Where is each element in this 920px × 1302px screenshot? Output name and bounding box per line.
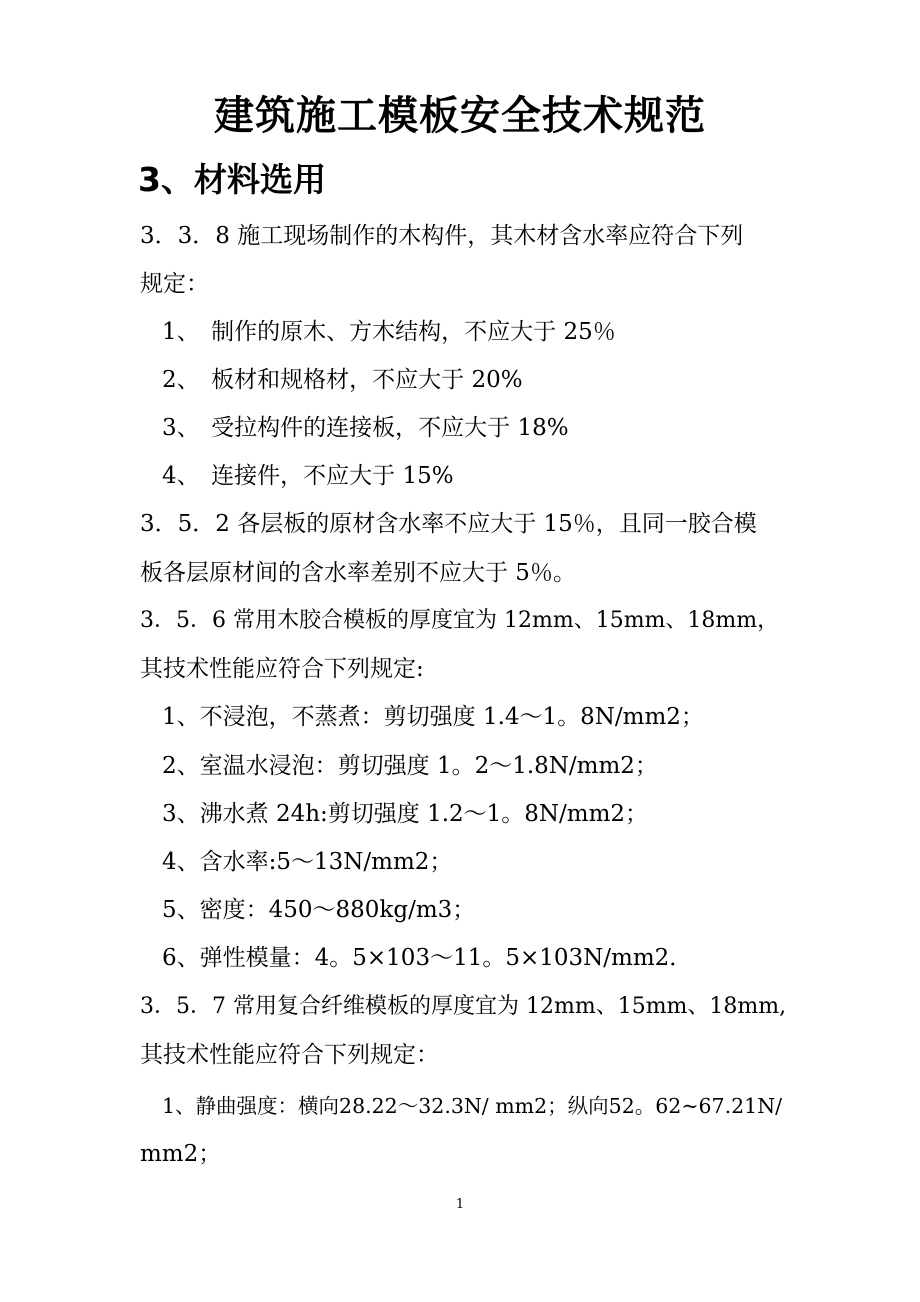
- paragraph-line: 板各层原材间的含水率差别不应大于 5％。: [140, 560, 576, 586]
- paragraph-line: 其技术性能应符合下列规定：: [140, 1042, 439, 1068]
- list-item: 2、 板材和规格材，不应大于 20%: [162, 367, 523, 393]
- section-heading: 3、材料选用: [138, 160, 326, 199]
- list-item: 5、密度：450～880kg/m3；: [162, 897, 476, 923]
- list-item: 4、 连接件，不应大于 15%: [162, 463, 454, 489]
- document-title: 建筑施工模板安全技术规范: [214, 93, 706, 139]
- paragraph-line: 3．3．8 施工现场制作的木构件，其木材含水率应符合下列: [140, 223, 744, 249]
- list-item: 1、 制作的原木、方木结构，不应大于 25％: [162, 319, 616, 345]
- paragraph-line: 其技术性能应符合下列规定:: [140, 656, 424, 682]
- paragraph-line: 3．5．2 各层板的原材含水率不应大于 15％，且同一胶合模: [140, 511, 757, 537]
- list-item: 2、室温水浸泡：剪切强度 1。2～1.8N/mm2；: [162, 753, 658, 779]
- paragraph-line: mm2；: [140, 1141, 222, 1167]
- list-item: 1、静曲强度：横向28.22～32.3N/ mm2；纵向52。62~67.21N/: [162, 1094, 783, 1118]
- paragraph-line: 规定：: [140, 271, 209, 297]
- list-item: 3、沸水煮 24h:剪切强度 1.2～1。8N/mm2；: [162, 801, 649, 827]
- list-item: 6、弹性模量：4。5×103～11。5×103N/mm2．: [162, 945, 693, 971]
- paragraph-line: 3．5．6 常用木胶合模板的厚度宜为 12mm、15mm、18mm，: [140, 608, 780, 633]
- list-item: 3、 受拉构件的连接板，不应大于 18%: [162, 415, 569, 441]
- paragraph-line: 3．5．7 常用复合纤维模板的厚度宜为 12mm、15mm、18mm,: [140, 994, 787, 1019]
- list-item: 1、不浸泡，不蒸煮：剪切强度 1.4～1。8N/mm2；: [162, 704, 704, 730]
- page-number: 1: [455, 1197, 465, 1212]
- list-item: 4、含水率:5～13N/mm2；: [162, 849, 453, 875]
